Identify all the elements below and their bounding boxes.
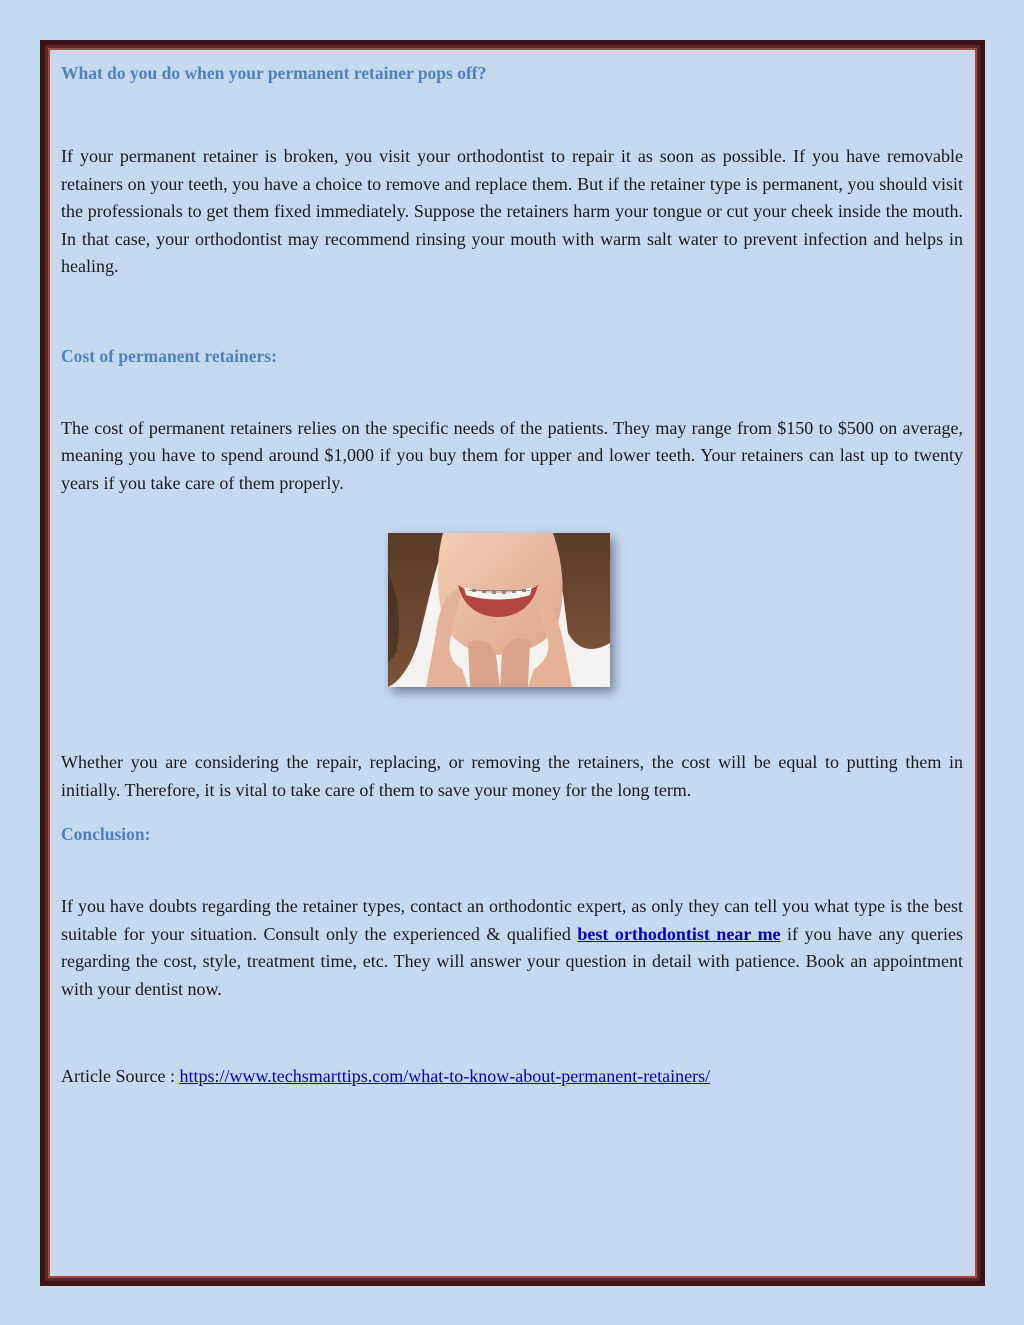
braces-smile-photo [388, 533, 610, 687]
paragraph-conclusion [61, 893, 963, 1003]
source-url-link[interactable]: https://www.techsmarttips.com/what-to-know-about-permanent-retainers/ [179, 1066, 711, 1086]
article-body [61, 60, 963, 1091]
paragraph-broken-retainer: If your permanent retainer is broken, you visit your orthodontist to repair it as soon as possible. If you have removable retainers on your teeth, you have a choice to remove and replace them. But if the retainer type is permanent, you should visit the professionals to get them fixed immediately. Suppose the retainers harm your tongue or cut your cheek inside the mouth. In that case, your orthodontist may recommend rinsing your mouth with warm salt water to prevent infection and helps in healing. [61, 146, 963, 276]
best-orthodontist-link[interactable]: best orthodontist near me [577, 923, 781, 944]
heading-conclusion: Conclusion: [61, 824, 151, 844]
heading-cost: Cost of permanent retainers: [61, 345, 277, 366]
source-label: Article Source : [61, 1066, 180, 1086]
article-source-line [61, 1063, 963, 1091]
figure-container [61, 533, 963, 691]
conclusion-text-before: If you have doubts regarding the retainer types, contact an orthodontic expert, as only they can tell you what type is the best suitable for your situation. Consult only the experienced & qualified [61, 896, 963, 944]
conclusion-text-after: if you have any queries regarding the cost, style, treatment time, etc. They will answer your question in detail with patience. Book an appointment with your dentist now. [61, 923, 963, 999]
heading-retainer-pops-off: What do you do when your permanent retainer pops off? [61, 63, 487, 83]
paragraph-cost: The cost of permanent retainers relies on the specific needs of the patients. They may range from $150 to $500 on average, meaning you have to spend around $1,000 if you buy them for upper and lower teeth. Your retainers can last up to twenty years if you take care of them properly. [61, 417, 963, 493]
paragraph-repair-cost: Whether you are considering the repair, replacing, or removing the retainers, the cost will be equal to putting them in initially. Therefore, it is vital to take care of them to save your money for the long term. [61, 752, 963, 800]
